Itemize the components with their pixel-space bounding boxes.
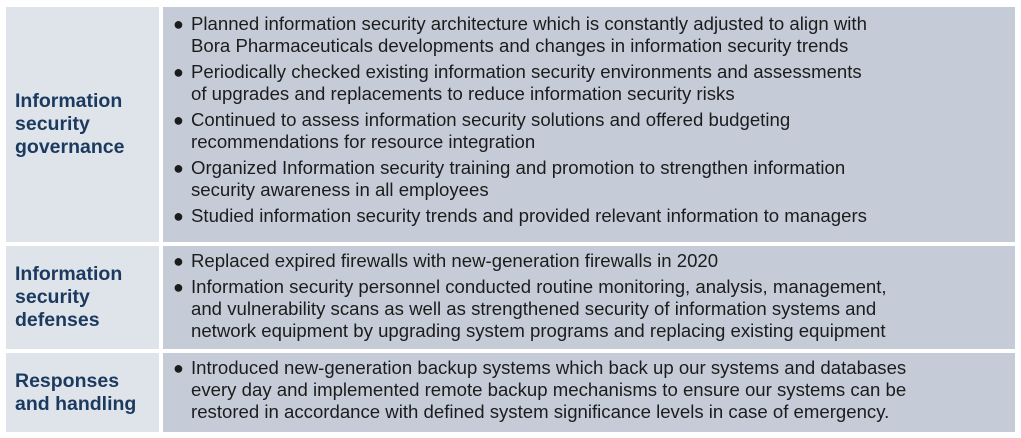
- category-cell: [6, 7, 159, 242]
- list-item: [173, 357, 1009, 423]
- item-line: restored in accordance with defined system significance levels in case of emergency.: [191, 401, 890, 422]
- row-governance: [6, 7, 1015, 242]
- bullet-list: [173, 13, 1009, 227]
- item-line: Planned information security architecture which is constantly adjusted to align with: [191, 13, 867, 34]
- list-item: [173, 205, 1009, 227]
- category-label: Information security defenses: [15, 263, 123, 331]
- bullet-icon: ●: [173, 251, 184, 271]
- bullet-icon: ●: [173, 62, 184, 82]
- row-responses: [6, 353, 1015, 432]
- item-line: every day and implemented remote backup mechanisms to ensure our systems can be: [191, 379, 907, 400]
- bullet-list: [173, 357, 1009, 423]
- bullet-icon: ●: [173, 206, 184, 226]
- item-line: Information security personnel conducted routine monitoring, analysis, management,: [191, 276, 887, 297]
- bullet-icon: ●: [173, 358, 184, 378]
- bullet-icon: ●: [173, 14, 184, 34]
- item-line: of upgrades and replacements to reduce information security risks: [191, 83, 735, 104]
- bullet-icon: ●: [173, 158, 184, 178]
- category-label: Information security governance: [15, 90, 125, 158]
- content-cell: [163, 246, 1015, 349]
- list-item: [173, 157, 1009, 201]
- list-item: [173, 276, 1009, 342]
- item-line: security awareness in all employees: [191, 179, 489, 200]
- item-line: network equipment by upgrading system programs and replacing existing equipment: [191, 320, 886, 341]
- row-defenses: [6, 246, 1015, 349]
- item-line: Bora Pharmaceuticals developments and changes in information security trends: [191, 35, 849, 56]
- info-security-table: [6, 7, 1015, 432]
- item-line: Studied information security trends and provided relevant information to managers: [191, 205, 867, 226]
- item-line: Periodically checked existing information security environments and assessments: [191, 61, 862, 82]
- list-item: [173, 109, 1009, 153]
- content-cell: [163, 7, 1015, 242]
- bullet-icon: ●: [173, 277, 184, 297]
- list-item: [173, 13, 1009, 57]
- item-line: Replaced expired firewalls with new-generation firewalls in 2020: [191, 250, 719, 271]
- item-line: and vulnerability scans as well as strengthened security of information systems and: [191, 298, 877, 319]
- item-line: Continued to assess information security solutions and offered budgeting: [191, 109, 791, 130]
- category-label: Responses and handling: [15, 369, 137, 415]
- category-cell: [6, 353, 159, 432]
- bullet-list: [173, 250, 1009, 342]
- content-cell: [163, 353, 1015, 432]
- category-cell: [6, 246, 159, 349]
- item-line: recommendations for resource integration: [191, 131, 536, 152]
- list-item: [173, 250, 1009, 272]
- item-line: Organized Information security training and promotion to strengthen information: [191, 157, 846, 178]
- bullet-icon: ●: [173, 110, 184, 130]
- list-item: [173, 61, 1009, 105]
- item-line: Introduced new-generation backup systems which back up our systems and databases: [191, 357, 907, 378]
